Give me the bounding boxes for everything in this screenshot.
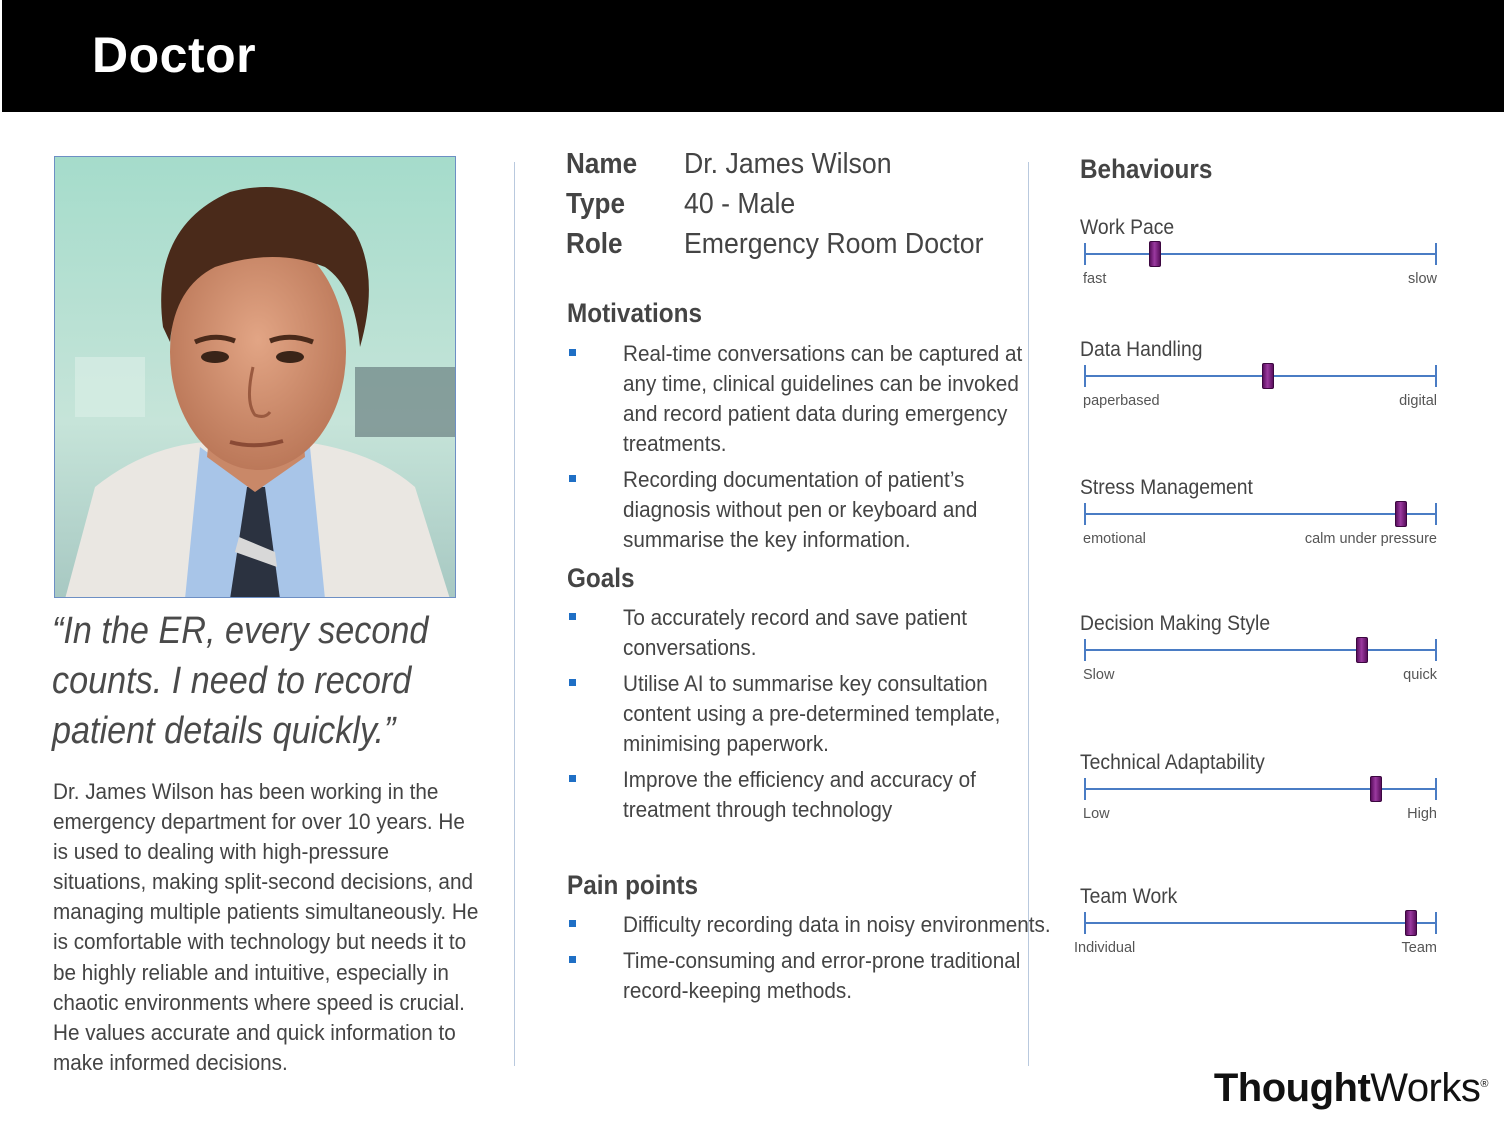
scale-tick-start xyxy=(1084,503,1086,525)
header-bar xyxy=(2,0,1504,112)
scale-low-label: Low xyxy=(1083,806,1110,822)
scale-marker xyxy=(1356,637,1368,663)
info-key: Type xyxy=(566,188,625,220)
scale-track xyxy=(1085,922,1436,924)
behaviour-scale xyxy=(1080,612,1440,702)
behaviours-heading: Behaviours xyxy=(1080,154,1213,184)
scale-tick-end xyxy=(1435,912,1437,934)
list-item xyxy=(566,465,1036,555)
scale-high-label: quick xyxy=(1403,667,1437,683)
behaviour-label: Technical Adaptability xyxy=(1080,751,1265,774)
scale-tick-start xyxy=(1084,243,1086,265)
persona-quote: “In the ER, every second counts. I need to record patient details quickly.” xyxy=(52,610,429,752)
scale-tick-start xyxy=(1084,778,1086,800)
logo-bold: Thought xyxy=(1213,1066,1371,1110)
list-item-text: Improve the efficiency and accuracy of treatment through technology xyxy=(623,767,976,822)
scale-track xyxy=(1085,649,1436,651)
scale-low-label: paperbased xyxy=(1083,393,1160,409)
list-item-text: Utilise AI to summarise key consultation content using a pre-determined template, minimising paperwork. xyxy=(623,671,1001,756)
behaviour-label: Team Work xyxy=(1080,885,1178,908)
scale-tick-end xyxy=(1435,503,1437,525)
persona-bio: Dr. James Wilson has been working in the emergency department for over 10 years. He is used to dealing with high-pressure situations, making split-second decisions, and managing multiple patients simultaneously. He is comfortable with technology but needs it to be highly reliable and intuitive, especially in chaotic environments where speed is crucial. He values accurate and quick information to make informed decisions. xyxy=(53,779,479,1075)
persona-photo xyxy=(54,156,456,598)
bullet-icon xyxy=(569,956,576,963)
scale-marker xyxy=(1405,910,1417,936)
scale-high-label: slow xyxy=(1407,271,1437,287)
list-item-text: Difficulty recording data in noisy environments. xyxy=(623,912,1051,937)
scale-tick-start xyxy=(1084,365,1086,387)
scale-tick-end xyxy=(1435,365,1437,387)
list-item-text: Real-time conversations can be captured at any time, clinical guidelines can be invoked and record patient data during emergency treatments. xyxy=(623,341,1023,456)
behaviour-scale xyxy=(1080,476,1440,566)
scale-low-label: emotional xyxy=(1083,531,1146,547)
goals-heading: Goals xyxy=(567,563,635,593)
scale-marker xyxy=(1370,776,1382,802)
behaviour-label: Decision Making Style xyxy=(1080,612,1271,635)
list-item-text: To accurately record and save patient conversations. xyxy=(623,605,968,660)
info-value: Dr. James Wilson xyxy=(684,148,892,180)
bullet-icon xyxy=(569,679,576,686)
info-value: Emergency Room Doctor xyxy=(684,228,984,260)
scale-marker xyxy=(1262,363,1274,389)
logo-regular: Works xyxy=(1370,1066,1481,1110)
bullet-icon xyxy=(569,920,576,927)
goals-list xyxy=(566,603,1036,831)
list-item xyxy=(566,910,1051,940)
info-value: 40 - Male xyxy=(684,188,796,220)
scale-tick-end xyxy=(1435,243,1437,265)
scale-marker xyxy=(1149,241,1161,267)
motivations-heading: Motivations xyxy=(567,298,703,328)
behaviour-scale xyxy=(1080,751,1440,841)
column-divider-left xyxy=(514,162,515,1066)
scale-track xyxy=(1085,788,1436,790)
behaviour-scale xyxy=(1074,885,1440,975)
list-item-text: Time-consuming and error-prone traditional record-keeping methods. xyxy=(623,948,1021,1003)
scale-track xyxy=(1085,375,1436,377)
bullet-icon xyxy=(569,475,576,482)
bullet-icon xyxy=(569,775,576,782)
scale-tick-start xyxy=(1084,639,1086,661)
thoughtworks-logo xyxy=(1214,1066,1488,1111)
info-key: Role xyxy=(566,228,623,260)
info-key: Name xyxy=(566,148,638,180)
scale-high-label: calm under pressure xyxy=(1304,531,1437,547)
logo-registered: ® xyxy=(1480,1078,1488,1090)
bullet-icon xyxy=(569,349,576,356)
behaviour-label: Data Handling xyxy=(1080,338,1203,361)
scale-tick-end xyxy=(1435,639,1437,661)
behaviour-scale xyxy=(1080,338,1440,428)
scale-high-label: High xyxy=(1407,806,1437,822)
list-item xyxy=(566,603,1036,663)
scale-track xyxy=(1085,513,1436,515)
doctor-portrait-icon xyxy=(55,157,456,598)
list-item-text: Recording documentation of patient’s diagnosis without pen or keyboard and summarise the key information. xyxy=(623,467,978,552)
behaviour-label: Stress Management xyxy=(1080,476,1253,499)
scale-marker xyxy=(1395,501,1407,527)
scale-tick-end xyxy=(1435,778,1437,800)
behaviour-label: Work Pace xyxy=(1080,216,1175,239)
pain-points-list xyxy=(566,910,1051,1012)
scale-low-label: fast xyxy=(1083,271,1107,287)
bullet-icon xyxy=(569,613,576,620)
scale-high-label: Team xyxy=(1401,940,1437,956)
behaviour-scale xyxy=(1080,216,1440,306)
list-item xyxy=(566,669,1036,759)
list-item xyxy=(566,339,1036,459)
page-title: Doctor xyxy=(92,27,257,83)
list-item xyxy=(566,946,1036,1006)
motivations-list xyxy=(566,339,1036,561)
scale-high-label: digital xyxy=(1399,393,1437,409)
pain-points-heading: Pain points xyxy=(567,870,698,900)
scale-track xyxy=(1085,253,1436,255)
scale-tick-start xyxy=(1084,912,1086,934)
scale-low-label: Slow xyxy=(1083,667,1115,683)
list-item xyxy=(566,765,1036,825)
scale-low-label: Individual xyxy=(1074,940,1136,956)
